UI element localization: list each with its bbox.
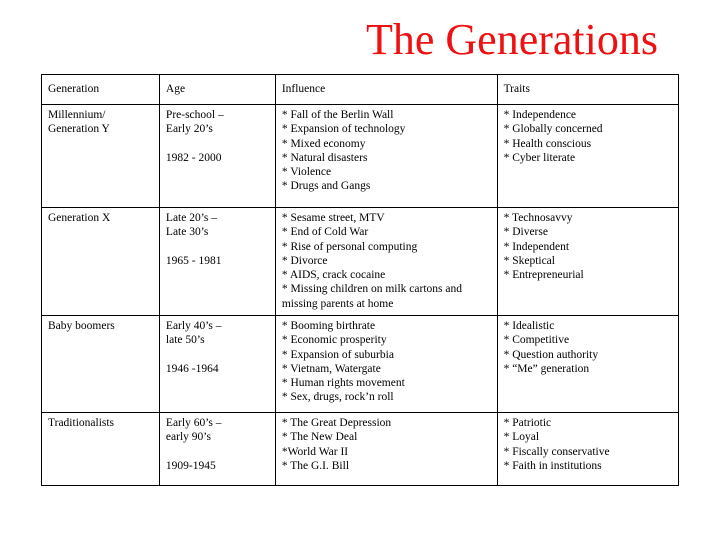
table-header-row <box>42 75 679 105</box>
header-traits: Traits <box>497 75 678 105</box>
influence-item: * The Great Depression <box>281 417 392 429</box>
traits-cell <box>497 208 678 316</box>
influence-item: * End of Cold War <box>281 226 369 239</box>
age-range: Early 60’s – <box>165 417 222 429</box>
influence-item: * Mixed economy <box>281 137 366 150</box>
influence-item: * AIDS, crack cocaine <box>281 269 386 282</box>
trait-item: * Globally concerned <box>503 123 603 136</box>
influence-item: * Natural disasters <box>281 151 368 164</box>
birth-years: 1946 -1964 <box>165 362 219 375</box>
influence-cell <box>275 316 497 413</box>
generation-name: Millennium/ <box>48 109 106 121</box>
trait-item: * Health conscious <box>503 137 592 150</box>
influence-item: * The G.I. Bill <box>281 459 350 472</box>
traits-cell <box>497 316 678 413</box>
age-range: late 50’s <box>165 334 205 347</box>
generation-name: Generation Y <box>48 123 110 136</box>
header-age: Age <box>159 75 275 105</box>
age-cell <box>159 105 275 208</box>
trait-item: * Idealistic <box>503 320 555 332</box>
age-range: Late 30’s <box>165 226 209 239</box>
birth-years: 1982 - 2000 <box>165 151 222 164</box>
influence-cell <box>275 208 497 316</box>
influence-item: * Sex, drugs, rock’n roll <box>281 391 394 404</box>
influence-item: *World War II <box>281 445 349 458</box>
influence-item: * Drugs and Gangs <box>281 180 371 193</box>
influence-item: * Human rights movement <box>281 377 405 390</box>
age-range: early 90’s <box>165 431 211 444</box>
table-row <box>42 316 679 413</box>
generation-cell <box>42 413 160 486</box>
trait-item: * Technosavvy <box>503 212 573 224</box>
influence-item: * Expansion of suburbia <box>281 348 394 361</box>
generation-name: Generation X <box>48 212 111 224</box>
trait-item: * “Me” generation <box>503 362 590 375</box>
header-influence: Influence <box>275 75 497 105</box>
age-cell <box>159 413 275 486</box>
trait-item: * Cyber literate <box>503 151 576 164</box>
generation-cell <box>42 316 160 413</box>
influence-item: * Rise of personal computing <box>281 240 418 253</box>
age-cell <box>159 208 275 316</box>
age-range: Pre-school – <box>165 109 224 121</box>
influence-item: * Divorce <box>281 254 328 267</box>
trait-item: * Question authority <box>503 348 599 361</box>
table-row <box>42 105 679 208</box>
influence-item: * The New Deal <box>281 431 358 444</box>
age-range: Early 40’s – <box>165 320 222 332</box>
influence-item: * Expansion of technology <box>281 123 406 136</box>
birth-years: 1909-1945 <box>165 459 216 472</box>
trait-item: * Fiscally conservative <box>503 445 610 458</box>
trait-item: * Independence <box>503 109 577 121</box>
birth-years: 1965 - 1981 <box>165 254 222 267</box>
influence-item: * Missing children on milk cartons and missing parents at home <box>281 283 462 310</box>
influence-item: * Violence <box>281 166 332 179</box>
table-row <box>42 208 679 316</box>
generation-cell <box>42 105 160 208</box>
generation-name: Baby boomers <box>48 320 115 332</box>
influence-item: * Booming birthrate <box>281 320 376 332</box>
generation-name: Traditionalists <box>48 417 115 429</box>
generations-table <box>41 74 679 486</box>
influence-cell <box>275 413 497 486</box>
influence-item: * Economic prosperity <box>281 334 387 347</box>
age-range: Late 20’s – <box>165 212 218 224</box>
trait-item: * Patriotic <box>503 417 552 429</box>
trait-item: * Skeptical <box>503 254 555 267</box>
influence-cell <box>275 105 497 208</box>
trait-item: * Independent <box>503 240 570 253</box>
trait-item: * Diverse <box>503 226 548 239</box>
age-cell <box>159 316 275 413</box>
trait-item: * Loyal <box>503 431 540 444</box>
header-generation: Generation <box>42 75 160 105</box>
table-row <box>42 413 679 486</box>
trait-item: * Entrepreneurial <box>503 269 584 282</box>
page-title: The Generations <box>366 15 658 64</box>
influence-item: * Vietnam, Watergate <box>281 362 381 375</box>
influence-item: * Fall of the Berlin Wall <box>281 109 394 121</box>
trait-item: * Competitive <box>503 334 570 347</box>
age-range: Early 20’s <box>165 123 213 136</box>
traits-cell <box>497 105 678 208</box>
traits-cell <box>497 413 678 486</box>
trait-item: * Faith in institutions <box>503 459 602 472</box>
influence-item: * Sesame street, MTV <box>281 212 385 224</box>
generation-cell <box>42 208 160 316</box>
